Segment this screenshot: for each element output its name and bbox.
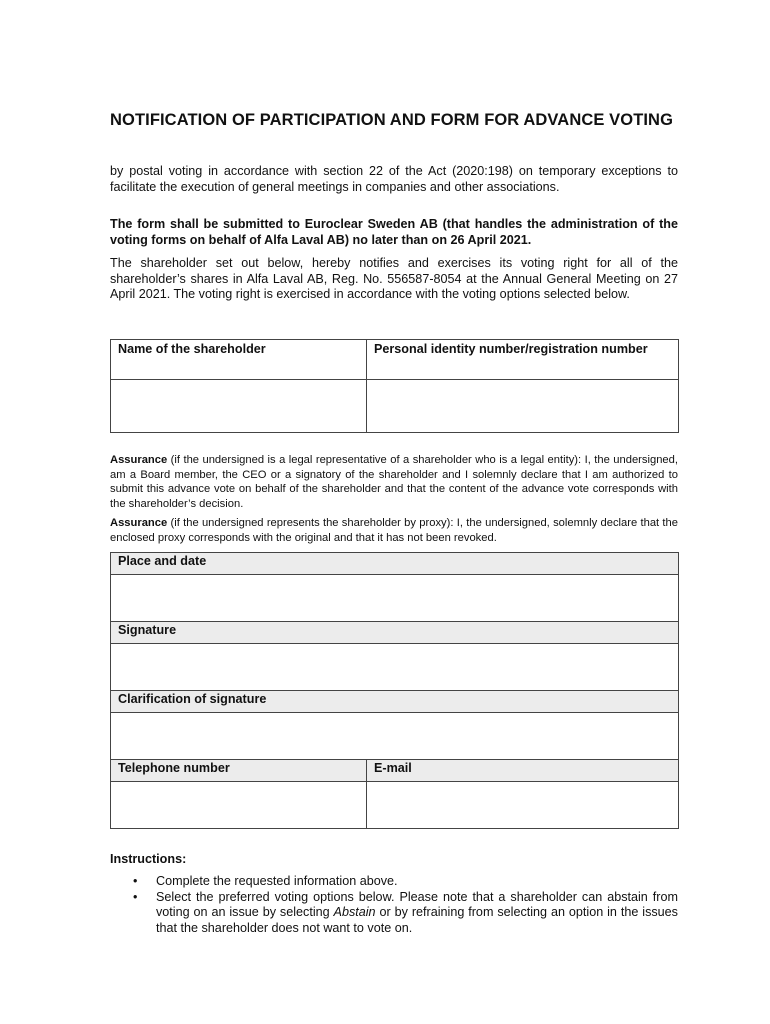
assurance-lead: Assurance — [110, 517, 168, 529]
document-title: NOTIFICATION OF PARTICIPATION AND FORM FOR ADVANCE VOTING — [110, 111, 674, 129]
instruction-text-cont: or by refraining from selecting an option in the issues that the shareholder does not want to vote on. — [156, 905, 678, 935]
instructions-list — [110, 874, 678, 936]
assurance-proxy — [110, 516, 678, 545]
telephone-label: Telephone number — [111, 760, 367, 782]
identity-number-label: Personal identity number/registration number — [367, 340, 679, 380]
shareholder-name-label: Name of the shareholder — [111, 340, 367, 380]
assurance-lead: Assurance — [110, 454, 168, 466]
notice-paragraph: The shareholder set out below, hereby notifies and exercises its voting right for all of the shareholder’s shares in Alfa Laval AB, Reg. No. 556587-8054 at the Annual General Meeting on 27 April 2021. The voting right is exercised in accordance with the voting options selected below. — [110, 256, 678, 301]
instruction-text: Complete the requested information above. — [156, 874, 398, 888]
clarification-label: Clarification of signature — [111, 691, 679, 713]
clarification-field[interactable] — [111, 713, 679, 760]
list-item — [110, 874, 678, 890]
signature-field[interactable] — [111, 644, 679, 691]
assurance-legal-entity — [110, 453, 678, 511]
shareholder-name-field[interactable] — [111, 380, 367, 433]
intro-paragraph: by postal voting in accordance with section 22 of the Act (2020:198) on temporary exceptions to facilitate the execution of general meetings in companies and other associations. — [110, 164, 678, 194]
bullet-icon: • — [133, 889, 138, 904]
signature-table — [110, 552, 679, 829]
telephone-field[interactable] — [111, 782, 367, 829]
submission-notice: The form shall be submitted to Euroclear Sweden AB (that handles the administration of the voting forms on behalf of Alfa Laval AB) no later than on 26 April 2021. — [110, 217, 678, 247]
bullet-icon: • — [133, 874, 138, 888]
email-label: E-mail — [367, 760, 679, 782]
email-field[interactable] — [367, 782, 679, 829]
place-date-label: Place and date — [111, 553, 679, 575]
list-item — [110, 890, 678, 937]
abstain-term: Abstain — [333, 905, 376, 919]
instruction-text: Select the preferred voting options below. Please note that a shareholder can abstain from voting on an issue by selecting — [156, 889, 678, 919]
instructions-heading: Instructions: — [110, 852, 187, 866]
identity-number-field[interactable] — [367, 380, 679, 433]
assurance-text: (if the undersigned represents the shareholder by proxy): I, the undersigned, solemnly declare that the enclosed proxy corresponds with the original and that it has not been revoked. — [110, 517, 678, 544]
assurance-text: (if the undersigned is a legal representative of a shareholder who is a legal entity): I, the undersigned, am a Board member, the CEO or a signatory of the shareholder and I solemnly declare that I am authorized to submit this advance vote on behalf of the shareholder and that the content of the advance vote corresponds with the shareholder’s decision. — [110, 454, 678, 510]
signature-label: Signature — [111, 622, 679, 644]
shareholder-table — [110, 339, 679, 433]
place-date-field[interactable] — [111, 575, 679, 622]
